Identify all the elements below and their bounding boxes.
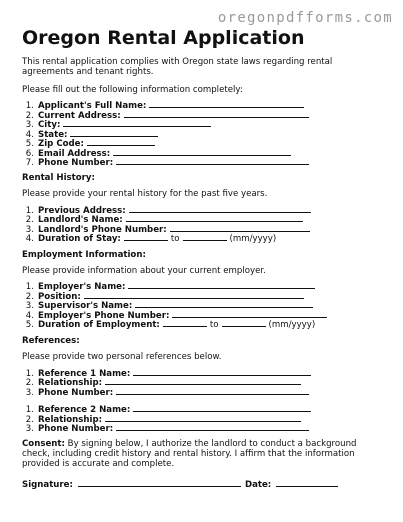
employment-end-input[interactable] [222, 319, 266, 327]
reference-1-relationship-input[interactable] [105, 377, 301, 385]
field-label: City: [38, 120, 61, 131]
field-label: Relationship: [38, 414, 103, 425]
field-label: Landlord's Name: [38, 215, 123, 226]
stay-start-input[interactable] [124, 233, 168, 241]
field-row: 1. Reference 2 Name: [22, 404, 386, 414]
field-row: 1. Previous Address: [22, 205, 386, 215]
field-label: Email Address: [38, 148, 111, 159]
signature-label: Signature: [22, 479, 73, 490]
reference-2-phone-input[interactable] [116, 423, 309, 431]
instruction-text: Please fill out the following information completely: [22, 84, 243, 95]
field-row: 1. Applicant's Full Name: [22, 100, 386, 110]
field-label: Phone Number: [38, 424, 114, 435]
employment-fields [22, 281, 386, 329]
current-address-input[interactable] [124, 110, 309, 118]
field-label: Current Address: [38, 110, 121, 121]
field-row: 6. Email Address: [22, 148, 386, 158]
field-row: 3. Phone Number: [22, 387, 386, 397]
applicant-fields [22, 100, 386, 167]
employer-phone-input[interactable] [172, 310, 327, 318]
reference-2-fields [22, 404, 386, 433]
city-input[interactable] [63, 119, 211, 127]
signature-row [22, 479, 386, 490]
signature-input[interactable] [78, 479, 241, 487]
field-row: 2. Current Address: [22, 110, 386, 120]
applicant-name-input[interactable] [149, 100, 304, 108]
field-label: Employer's Phone Number: [38, 310, 170, 321]
reference-1-name-input[interactable] [133, 368, 311, 376]
field-row: 2. Relationship: [22, 377, 386, 387]
references-heading: References: [22, 335, 80, 346]
field-label: Applicant's Full Name: [38, 101, 147, 112]
reference-1-fields [22, 368, 386, 397]
rental-history-description: Please provide your rental history for the past five years. [22, 189, 268, 200]
references-description: Please provide two personal references below. [22, 352, 222, 363]
field-label: Phone Number: [38, 387, 114, 398]
reference-1-phone-input[interactable] [116, 387, 309, 395]
consent-paragraph [22, 439, 386, 470]
employment-description: Please provide information about your current employer. [22, 265, 266, 276]
page-title: Oregon Rental Application [22, 27, 305, 49]
field-label: Phone Number: [38, 158, 114, 169]
stay-end-input[interactable] [183, 233, 227, 241]
employer-name-input[interactable] [128, 281, 315, 289]
rental-history-fields [22, 205, 386, 243]
field-row: 5. Zip Code: [22, 138, 386, 148]
field-row: 5. Duration of Employment: to (mm/yyyy) [25, 320, 316, 331]
field-label: Previous Address: [38, 205, 126, 216]
field-row: 7. Phone Number: [22, 157, 386, 167]
consent-text: By signing below, I authorize the landlord to conduct a background check, including credit history and rental history. I affirm that the information provided is accurate and complete. [22, 438, 357, 470]
field-label: Landlord's Phone Number: [38, 224, 167, 235]
field-label: Duration of Stay: [38, 234, 121, 245]
field-row: 2. Position: [22, 291, 386, 301]
landlord-phone-input[interactable] [170, 224, 310, 232]
field-label: Zip Code: [38, 139, 84, 150]
zip-code-input[interactable] [87, 138, 155, 146]
field-row: 3. Phone Number: [22, 423, 386, 433]
field-label: State: [38, 129, 68, 140]
field-row: 4. State: [22, 129, 386, 139]
consent-label: Consent: [22, 438, 65, 449]
field-label: Reference 1 Name: [38, 368, 131, 379]
supervisor-name-input[interactable] [135, 300, 313, 308]
position-input[interactable] [84, 291, 304, 299]
field-row: 2. Landlord's Name: [22, 214, 386, 224]
field-label: Relationship: [38, 378, 103, 389]
watermark: oregonpdfforms.com [217, 10, 393, 26]
previous-address-input[interactable] [129, 205, 311, 213]
field-row: 1. Reference 1 Name: [22, 368, 386, 378]
field-row: 4. Duration of Stay: to (mm/yyyy) [25, 234, 277, 245]
date-label: Date: [244, 479, 272, 490]
employment-heading: Employment Information: [22, 249, 146, 260]
field-row: 3. Landlord's Phone Number: [22, 224, 386, 234]
field-row: 4. Employer's Phone Number: [22, 310, 386, 320]
field-label: Supervisor's Name: [38, 301, 133, 312]
reference-2-name-input[interactable] [133, 404, 311, 412]
intro-text: This rental application complies with Oregon state laws regarding rental agreements and tenant rights. [22, 57, 333, 78]
field-label: Duration of Employment: [38, 320, 160, 331]
field-row: 1. Employer's Name: [22, 281, 386, 291]
field-row: 3. Supervisor's Name: [22, 300, 386, 310]
landlord-name-input[interactable] [126, 214, 303, 222]
form-body [22, 57, 386, 490]
field-label: Position: [38, 291, 81, 302]
field-row: 3. City: [22, 119, 386, 129]
reference-2-relationship-input[interactable] [105, 414, 301, 422]
field-label: Reference 2 Name: [38, 405, 131, 416]
email-input[interactable] [113, 148, 291, 156]
employment-start-input[interactable] [163, 319, 207, 327]
state-input[interactable] [70, 129, 158, 137]
phone-input[interactable] [116, 157, 309, 165]
field-label: Employer's Name: [38, 282, 126, 293]
field-row: 2. Relationship: [22, 414, 386, 424]
date-input[interactable] [276, 479, 338, 487]
rental-history-heading: Rental History: [22, 172, 95, 183]
